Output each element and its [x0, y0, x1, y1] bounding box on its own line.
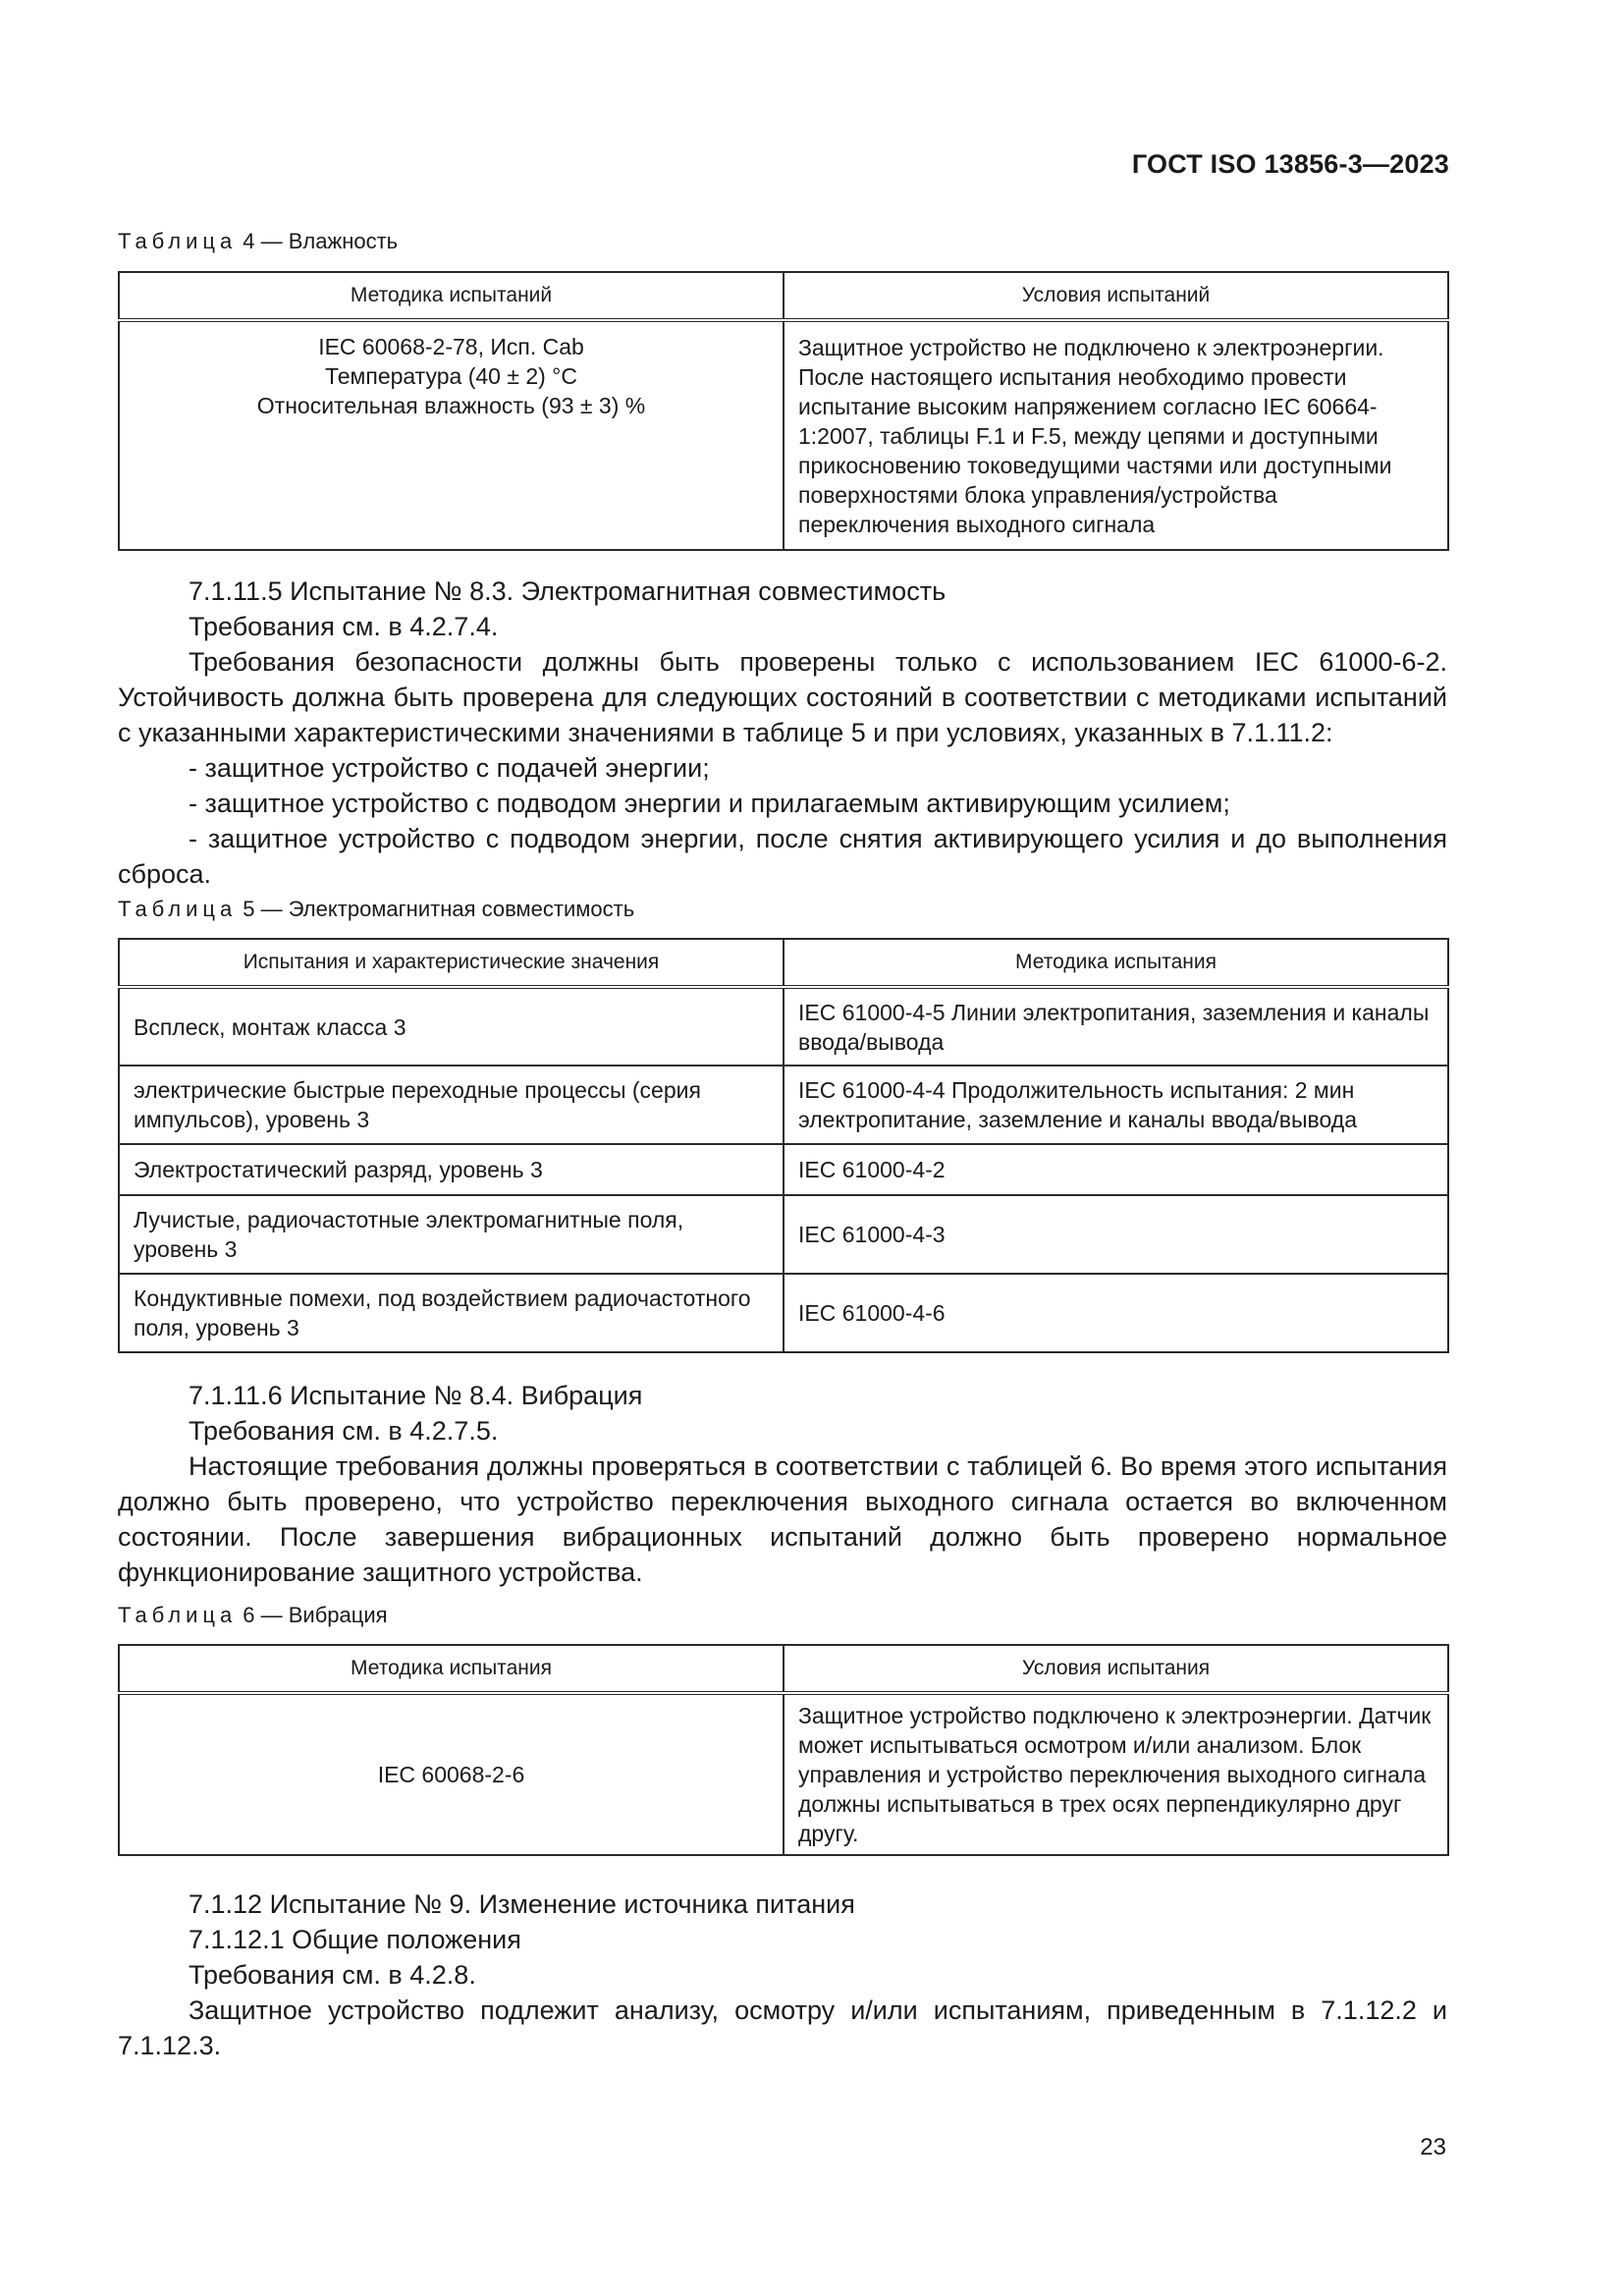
table-cell: IEC 61000-4-4 Продолжительность испытания: 2 мин электропитание, заземление и каналы ввода/вывода: [784, 1066, 1448, 1144]
table5: [118, 938, 1449, 1353]
table-cell-line: Относительная влажность (93 ± 3) %: [256, 393, 646, 418]
table-row: [119, 1274, 1448, 1352]
table-cell: IEC 61000-4-5 Линии электропитания, заземления и каналы ввода/вывода: [784, 987, 1448, 1066]
page-number: 23: [1420, 2134, 1446, 2160]
table-cell: Защитное устройство подключено к электроэнергии. Датчик может испытываться осмотром и/или анализом. Блок управления и устройство переключения выходного сигнала должны испытываться в трех осях перпендикулярно друг другу.: [784, 1693, 1448, 1855]
table-header-row: [119, 272, 1448, 320]
table5-caption-label: Таблица: [118, 897, 238, 921]
paragraph: Настоящие требования должны проверяться в соответствии с таблицей 6. Во время этого испытания должно быть проверено, что устройство переключения выходного сигнала остается во включенном состоянии. После завершения вибрационных испытаний должно быть проверено нормальное функционирование защитного устройства.: [118, 1451, 1447, 1587]
table6: [118, 1644, 1449, 1856]
requirements-ref: Требования см. в 4.2.7.4.: [189, 612, 499, 641]
table-header-cell: Условия испытания: [784, 1645, 1448, 1693]
table-cell: Кондуктивные помехи, под воздействием радиочастотного поля, уровень 3: [119, 1274, 784, 1352]
table-cell: [119, 320, 784, 550]
table-row: [119, 1144, 1448, 1195]
table4: [118, 271, 1449, 551]
table6-caption-label: Таблица: [118, 1603, 238, 1627]
subsection-heading: 7.1.12.1 Общие положения: [189, 1925, 521, 1954]
table-header-cell: Методика испытания: [119, 1645, 784, 1693]
table-cell: IEC 61000-4-3: [784, 1195, 1448, 1274]
list-item: - защитное устройство с подводом энергии, после снятия активирующего усилия и до выполнения сброса.: [118, 824, 1447, 889]
section-7-1-11-5: [118, 574, 1447, 892]
table4-caption-label: Таблица: [118, 229, 238, 253]
table6-caption-title: 6 — Вибрация: [243, 1603, 388, 1627]
section-heading: 7.1.12 Испытание № 9. Изменение источника питания: [189, 1889, 855, 1919]
section-7-1-12: [118, 1886, 1447, 2063]
table6-caption: [118, 1603, 388, 1628]
requirements-ref: Требования см. в 4.2.7.5.: [189, 1416, 499, 1446]
table5-caption: [118, 897, 634, 922]
table-cell: Всплеск, монтаж класса 3: [119, 987, 784, 1066]
table-cell: Лучистые, радиочастотные электромагнитные поля, уровень 3: [119, 1195, 784, 1274]
table-row: [119, 320, 1448, 550]
table-cell-line: Температура (40 ± 2) °С: [325, 363, 577, 389]
table-cell: Электростатический разряд, уровень 3: [119, 1144, 784, 1195]
table-header-cell: Методика испытаний: [119, 272, 784, 320]
paragraph: Требования безопасности должны быть проверены только с использованием IEC 61000-6-2. Устойчивость должна быть проверена для следующих состояний в соответствии с методиками испытаний с указанными характеристическими значениями в таблице 5 и при условиях, указанных в 7.1.11.2:: [118, 647, 1447, 747]
section-heading: 7.1.11.6 Испытание № 8.4. Вибрация: [189, 1381, 643, 1410]
paragraph: Защитное устройство подлежит анализу, осмотру и/или испытаниям, приведенным в 7.1.12.2 и 7.1.12.3.: [118, 1995, 1447, 2060]
list-item: - защитное устройство с подачей энергии;: [189, 753, 710, 783]
table-cell: IEC 61000-4-2: [784, 1144, 1448, 1195]
requirements-ref: Требования см. в 4.2.8.: [189, 1960, 476, 1990]
section-7-1-11-6: [118, 1378, 1447, 1590]
table-cell: IEC 61000-4-6: [784, 1274, 1448, 1352]
table-header-cell: Условия испытаний: [784, 272, 1448, 320]
table-header-cell: Методика испытания: [784, 939, 1448, 987]
table4-caption-title: 4 — Влажность: [243, 229, 399, 253]
document-code-header: ГОСТ ISO 13856-3—2023: [1131, 149, 1449, 179]
table-header-row: [119, 1645, 1448, 1693]
table-header-row: [119, 939, 1448, 987]
table-cell: Защитное устройство не подключено к электроэнергии. После настоящего испытания необходимо провести испытание высоким напряжением согласно IEC 60664-1:2007, таблицы F.1 и F.5, между цепями и доступными прикосновению токоведущими частями или доступными поверхностями блока управления/устройства переключения выходного сигнала: [784, 320, 1448, 550]
list-item: - защитное устройство с подводом энергии и прилагаемым активирующим усилием;: [189, 789, 1230, 818]
table5-caption-title: 5 — Электромагнитная совместимость: [243, 897, 635, 921]
table-row: [119, 1066, 1448, 1144]
table-cell-line: IEC 60068-2-78, Исп. Cab: [318, 334, 584, 359]
section-heading: 7.1.11.5 Испытание № 8.3. Электромагнитная совместимость: [189, 576, 947, 606]
table-header-cell: Испытания и характеристические значения: [119, 939, 784, 987]
table-row: [119, 1693, 1448, 1855]
table-row: [119, 1195, 1448, 1274]
table-cell: IEC 60068-2-6: [119, 1693, 784, 1855]
table-row: [119, 987, 1448, 1066]
table4-caption: [118, 229, 398, 254]
table-cell: электрические быстрые переходные процессы (серия импульсов), уровень 3: [119, 1066, 784, 1144]
